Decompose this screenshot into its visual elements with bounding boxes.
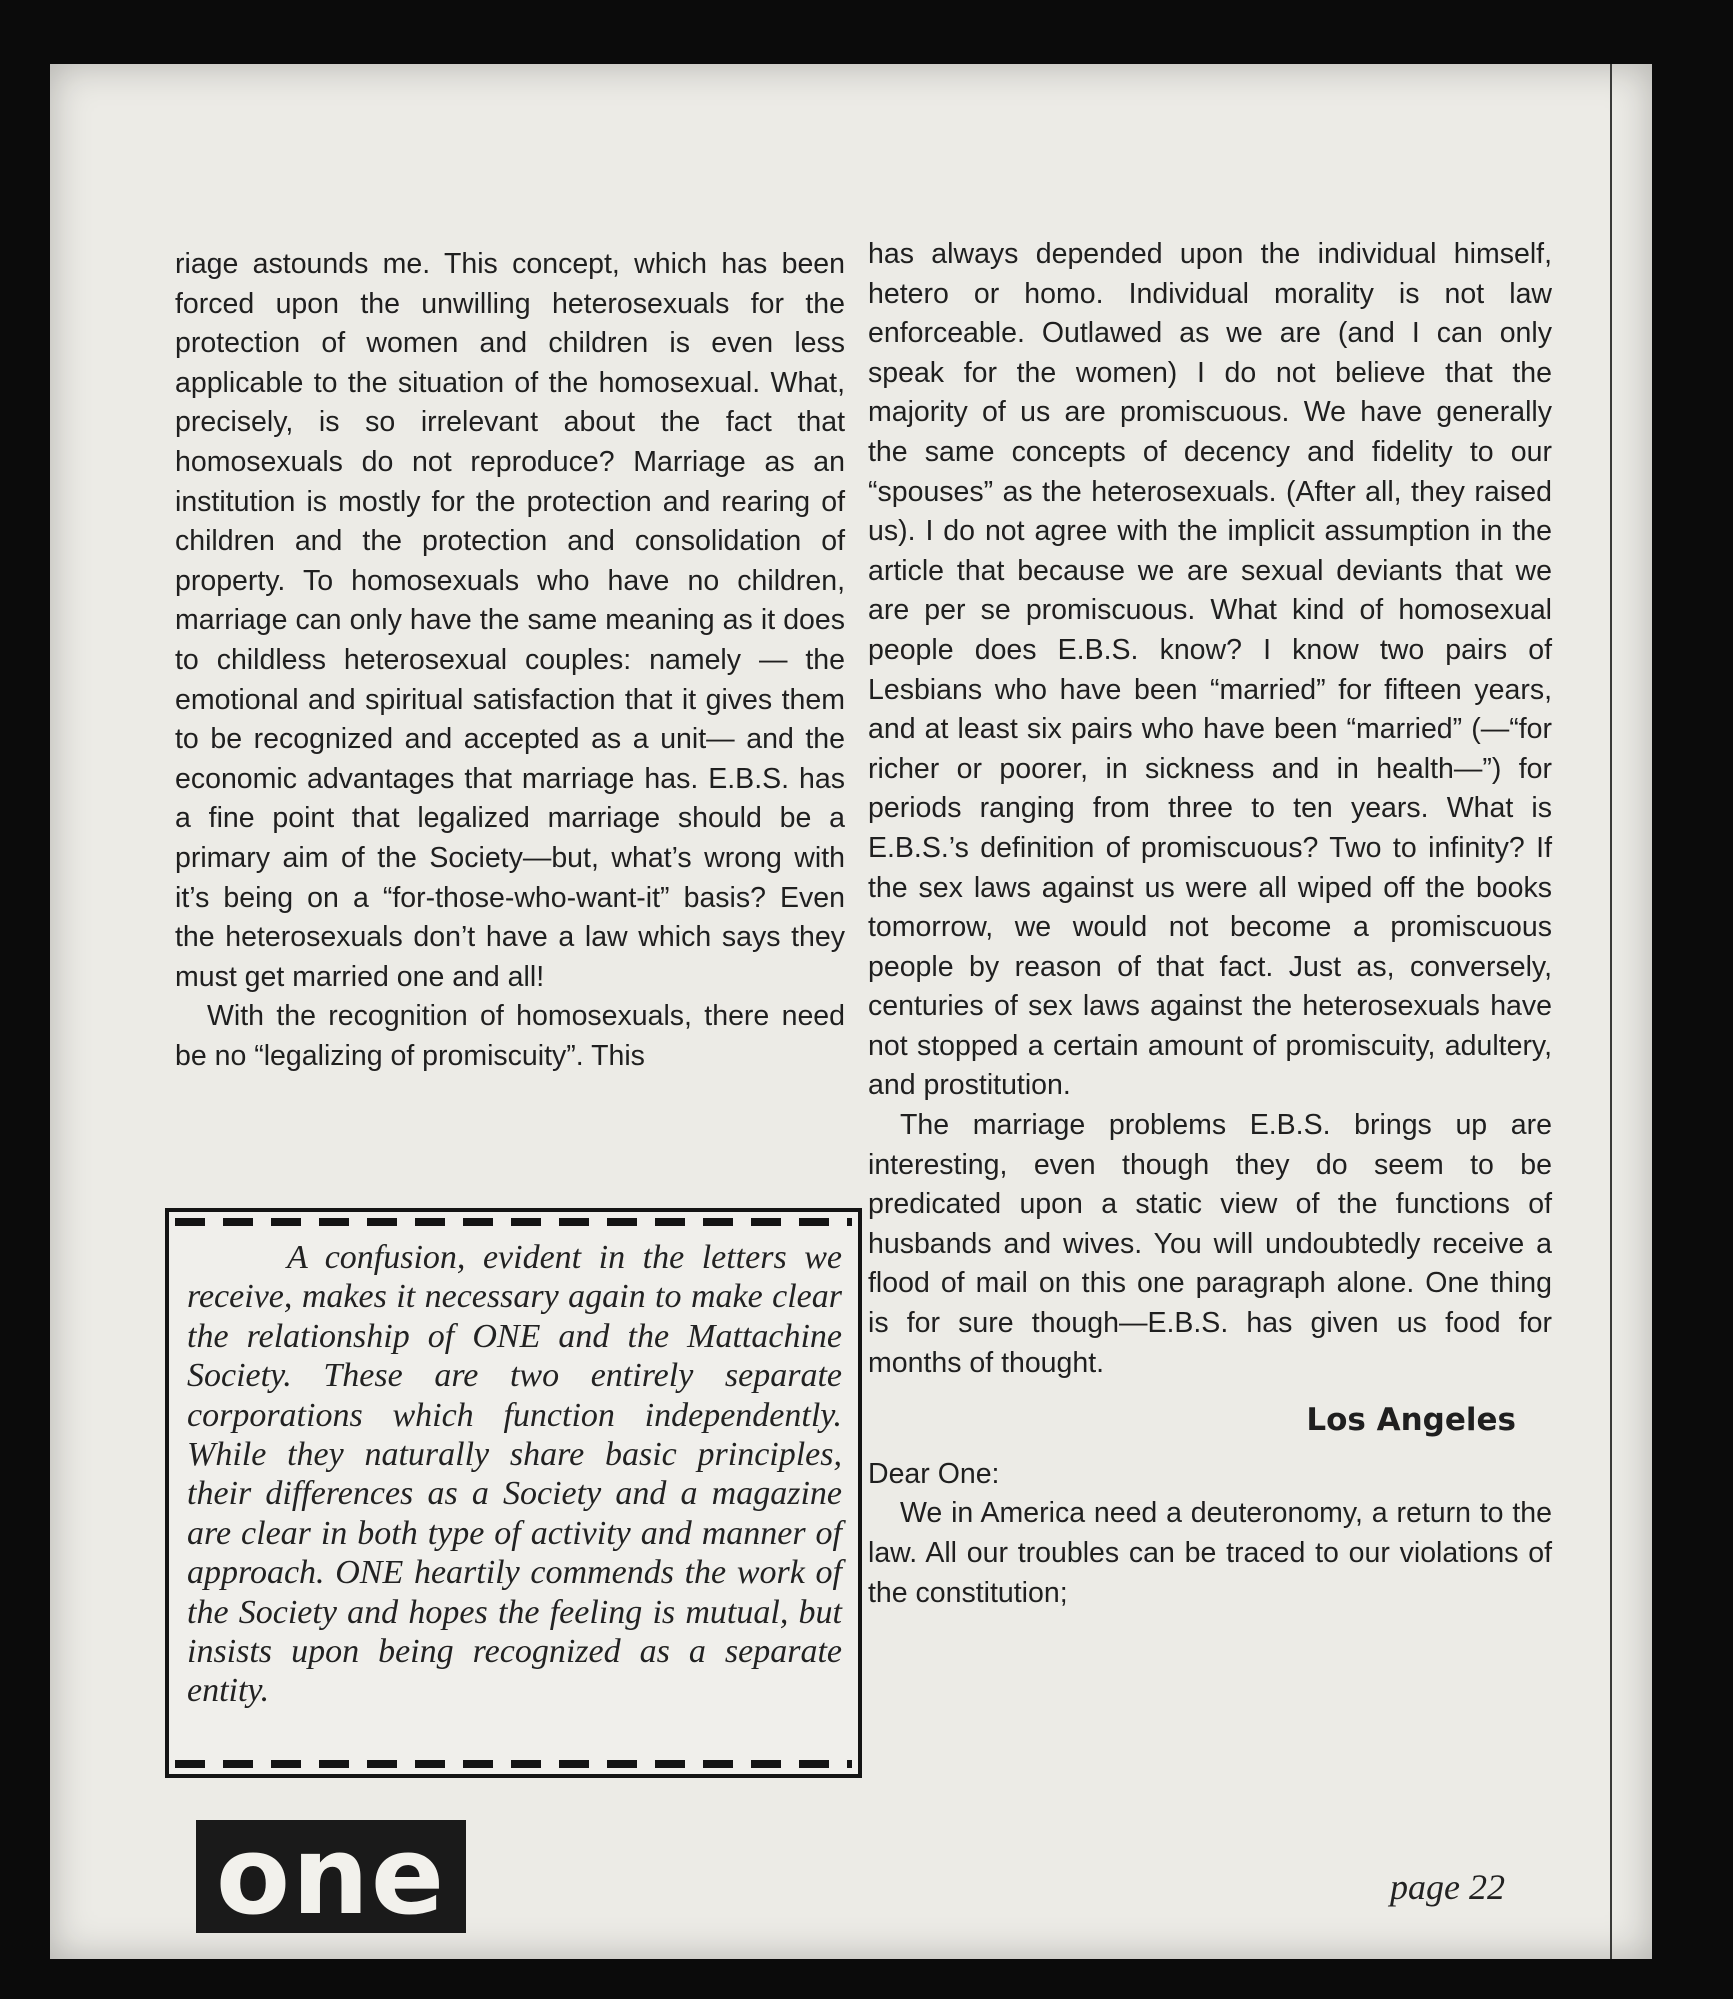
page-number: page 22 bbox=[1390, 1867, 1505, 1907]
editorial-notice-box bbox=[165, 1208, 862, 1778]
letter-signature: Los Angeles bbox=[1306, 1402, 1516, 1439]
next-letter-paragraph: We in America need a deuteronomy, a return to the law. All our troubles can be traced to our violations of the constitution; bbox=[868, 1497, 1552, 1609]
right-column bbox=[868, 235, 1552, 1613]
box-dashed-border-top bbox=[175, 1218, 852, 1226]
right-paragraph-1: has always depended upon the individual himself, hetero or homo. Individual morality is not law enforceable. Outlawed as we are (and I can only speak for the women) I do not believe that the majority of us are promiscuous. We have generally the same concepts of decency and fidelity to our “spouses” as the heterosexuals. (After all, they raised us). I do not agree with the implicit assumption in the article that because we are sexual deviants that we are per se promiscuous. What kind of homosexual people does E.B.S. know? I know two pairs of Lesbians who have been “married” for fifteen years, and at least six pairs who have been “married” (—“for richer or poorer, in sickness and in health—”) for periods ranging from three to ten years. What is E.B.S.’s definition of promiscuous? Two to infinity? If the sex laws against us were all wiped off the books tomorrow, we would not become a promiscuous people by reason of that fact. Just as, conversely, centuries of sex laws against the heterosexuals have not stopped a certain amount of promiscuity, adultery, and prostitution. bbox=[868, 238, 1552, 1102]
right-paragraph-2: The marriage problems E.B.S. brings up are interesting, even though they do seem to be predicated upon a static view of the functions of husbands and wives. You will undoubtedly receive a flood of mail on this one paragraph alone. One thing is for sure though—E.B.S. has given us food for months of thought. bbox=[868, 1109, 1552, 1379]
box-dashed-border-bottom bbox=[175, 1760, 852, 1768]
left-paragraph-2: With the recognition of homosexuals, there need be no “legalizing of promiscuity”. This bbox=[175, 1000, 845, 1072]
one-magazine-logo: one bbox=[196, 1820, 466, 1933]
left-column bbox=[175, 245, 845, 1076]
left-paragraph-1: riage astounds me. This concept, which has been forced upon the unwilling heterosexuals for the protection of women and children is even less applicable to the situation of the homosexual. What, precisely, is so irrelevant about the fact that homosexuals do not reproduce? Marriage as an institution is mostly for the protection and rearing of children and the protection and consolidation of property. To homosexuals who have no children, marriage can only have the same meaning as it does to childless heterosexual couples: namely — the emotional and spiritual satisfaction that it gives them to be recognized and accepted as a unit— and the economic advantages that marriage has. E.B.S. has a fine point that legalized marriage should be a primary aim of the Society—but, what’s wrong with it’s being on a “for-those-who-want-it” basis? Even the heterosexuals don’t have a law which says they must get married one and all! bbox=[175, 248, 845, 993]
page-edge bbox=[1610, 64, 1612, 1959]
editorial-notice-text: A confusion, evident in the letters we receive, makes it necessary again to make clear the relationship of ONE and the Mattachine Society. These are two entirely separate corporations which function independently. While they naturally share basic principles, their differences as a Society and a magazine are clear in both type of activity and manner of approach. ONE heartily commends the work of the Society and hopes the feeling is mutual, but insists upon being recognized as a separate entity. bbox=[187, 1239, 842, 1710]
salutation: Dear One: bbox=[868, 1457, 1000, 1490]
